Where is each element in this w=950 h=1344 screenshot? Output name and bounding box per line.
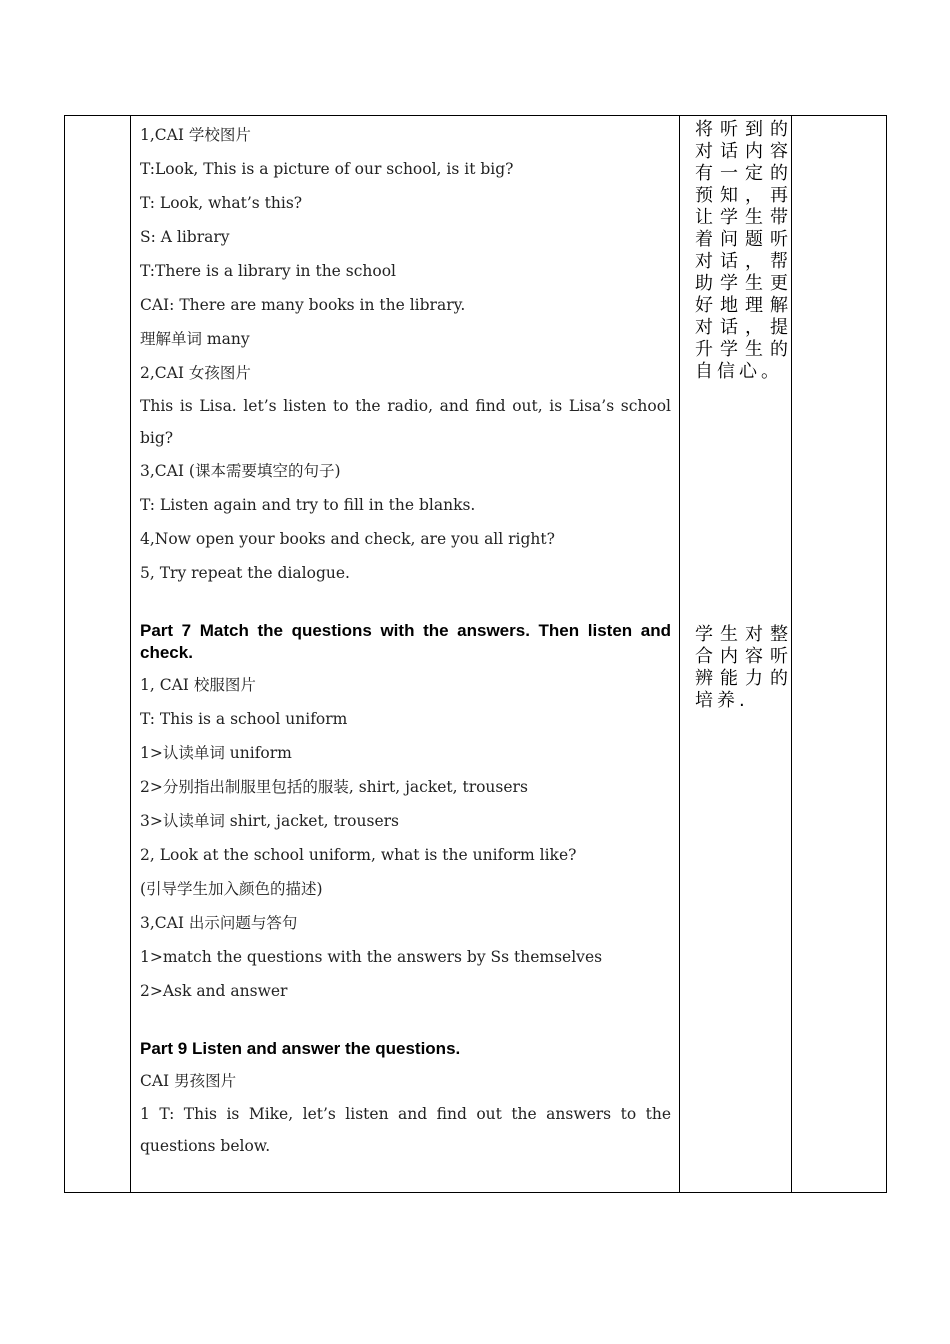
procedure-line: 3>认读单词 shirt, jacket, trousers: [140, 812, 399, 830]
procedure-line: 5, Try repeat the dialogue.: [140, 564, 350, 582]
procedure-line: T:There is a library in the school: [140, 262, 397, 280]
procedure-line: 1 T: This is Mike, let’s listen and find out the answers to the questions below.: [140, 1105, 671, 1155]
part7-heading: Part 7 Match the questions with the answers. Then listen and check.: [140, 621, 671, 662]
procedure-line: 1>match the questions with the answers by Ss themselves: [140, 948, 603, 966]
procedure-line: 3,CAI (课本需要填空的句子): [140, 462, 341, 480]
procedure-line: 4,Now open your books and check, are you all right?: [140, 530, 555, 548]
empty-cell-left: [65, 116, 131, 1193]
procedure-line: 1,CAI 学校图片: [140, 126, 251, 144]
procedure-line: T: This is a school uniform: [140, 710, 348, 728]
procedure-line: 1>认读单词 uniform: [140, 744, 292, 762]
procedure-line: 2>分别指出制服里包括的服装, shirt, jacket, trousers: [140, 778, 528, 796]
procedure-line: S: A library: [140, 228, 230, 246]
procedure-cell: [131, 116, 680, 1193]
procedure-line: 3,CAI 出示问题与答句: [140, 914, 298, 932]
procedure-line: T: Listen again and try to fill in the blanks.: [140, 496, 476, 514]
procedure-line: (引导学生加入颜色的描述): [140, 880, 323, 898]
part9-heading: Part 9 Listen and answer the questions.: [140, 1039, 461, 1058]
procedure-line: 2,CAI 女孩图片: [140, 364, 251, 382]
procedure-line: 1, CAI 校服图片: [140, 676, 256, 694]
procedure-line: This is Lisa. let’s listen to the radio, and find out, is Lisa’s school big?: [140, 397, 671, 447]
procedure-line: 理解单词 many: [140, 330, 250, 348]
empty-cell-right: [792, 116, 887, 1193]
design-intent-note-1: 将听到的对话内容有一定的预知，再让学生带着问题听对话，帮助学生更好地理解对话，提升学生的自信心。: [695, 119, 792, 382]
procedure-line: 2>Ask and answer: [140, 982, 288, 1000]
procedure-line: CAI: There are many books in the library.: [140, 296, 466, 314]
design-intent-note-2: 学生对整合内容听辨能力的培养.: [695, 624, 792, 711]
procedure-line: CAI 男孩图片: [140, 1072, 237, 1090]
procedure-line: T:Look, This is a picture of our school, is it big?: [140, 160, 514, 178]
procedure-line: T: Look, what’s this?: [140, 194, 303, 212]
procedure-line: 2, Look at the school uniform, what is the uniform like?: [140, 846, 577, 864]
